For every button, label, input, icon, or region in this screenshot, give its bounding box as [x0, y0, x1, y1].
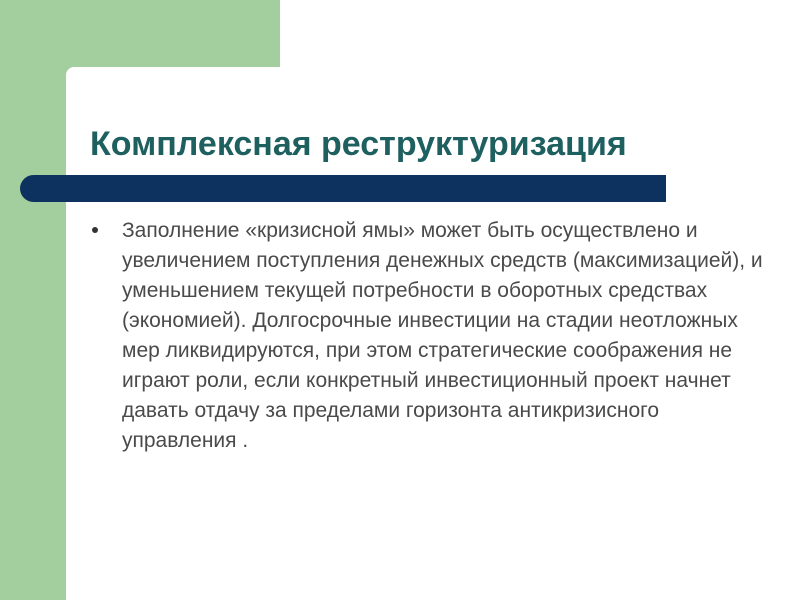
slide-title: Комплексная реструктуризация: [90, 125, 627, 163]
bullet-list: [92, 216, 772, 456]
list-item: [92, 216, 772, 456]
bullet-dot-icon: [92, 227, 98, 233]
title-underline-bar: [20, 175, 666, 202]
bullet-text: Заполнение «кризисной ямы» может быть осуществлено и увеличением поступления денежных средств (максимизацией), и уменьшением текущей потребности в оборотных средствах (экономией). Долгосрочные инвестиции на стадии неотложных мер ликвидируются, при этом стратегические соображения не играют роли, если конкретный инвестиционный проект начнет давать отдачу за пределами горизонта антикризисного управления .: [122, 219, 763, 452]
